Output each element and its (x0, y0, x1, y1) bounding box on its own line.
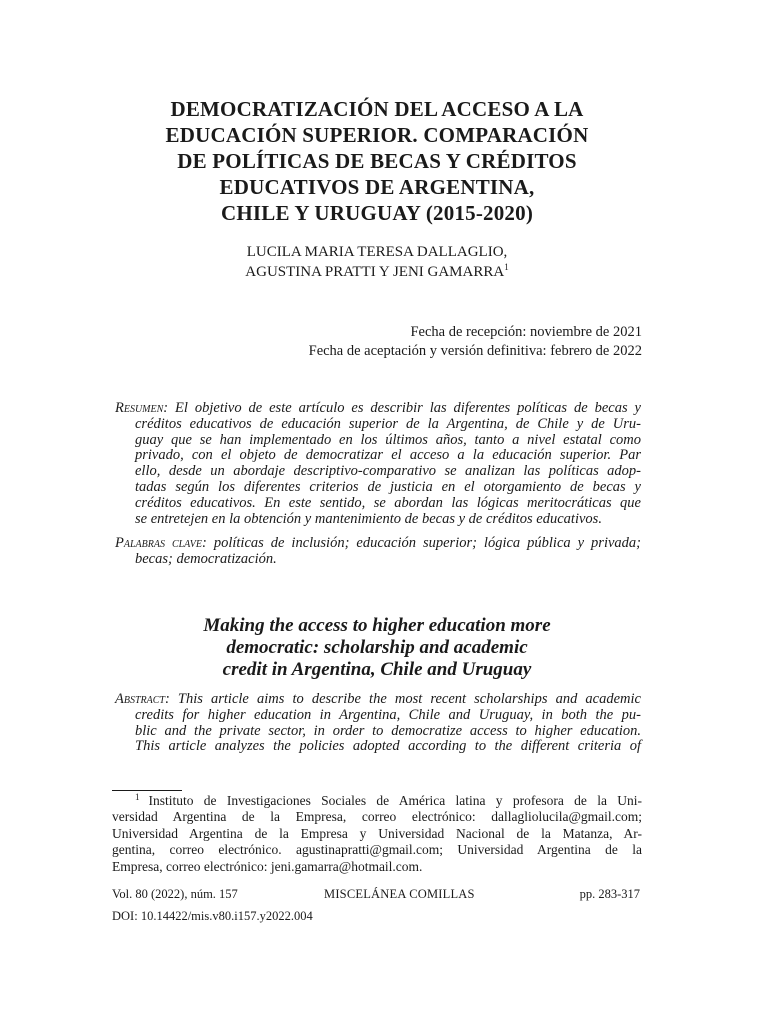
resumen-line: guay que se han implementado en los últimos años, tanto a nivel estatal como (135, 431, 641, 448)
volume-info: Vol. 80 (2022), núm. 157 (112, 887, 238, 901)
resumen-line: ello, desde un abordaje descriptivo-comparativo se analizan las políticas adop- (135, 463, 641, 480)
resumen-line: créditos educativos de educación superior de la Argentina, de Chile y de Uru- (135, 415, 641, 432)
footnote-line: Universidad Argentina de la Empresa y Universidad Nacional de la Matanza, Ar- (112, 825, 642, 841)
resumen-text: El objetivo de este artículo es describir las diferentes políticas de becas y (168, 400, 641, 416)
page-range: pp. 283-317 (579, 887, 640, 901)
footnote-line (112, 793, 642, 809)
article-title (110, 96, 644, 226)
title-line: DEMOCRATIZACIÓN DEL ACCESO A LA (170, 97, 584, 121)
keywords-label: Palabras clave: (115, 535, 207, 551)
resumen-section (115, 401, 641, 527)
footnote-line: Empresa, correo electrónico: jeni.gamarra@hotmail.com. (112, 858, 423, 874)
footnote-reference: 1 (504, 262, 509, 272)
footnote-divider (112, 790, 182, 791)
submission-dates (110, 323, 642, 361)
page-footer (112, 886, 640, 923)
journal-name: MISCELÁNEA COMILLAS (324, 887, 475, 901)
english-title (110, 615, 644, 681)
abstract-section (115, 692, 641, 755)
title-line: DE POLÍTICAS DE BECAS Y CRÉDITOS (177, 149, 577, 173)
abstract-line (115, 692, 641, 708)
keywords-section (115, 536, 641, 568)
english-title-line: democratic: scholarship and academic (226, 637, 528, 658)
resumen-line: privado, con el objeto de democratizar el acceso a la educación superior. Par (135, 447, 641, 464)
resumen-line: tadas según los diferentes criterios de justicia en el otorgamiento de becas y (135, 478, 641, 495)
abstract-line: credits for higher education in Argentina, Chile and Uruguay, in both the pu- (135, 706, 641, 723)
footnote-mark: 1 (135, 791, 140, 802)
abstract-text: This article aims to describe the most recent scholarships and academic (169, 691, 641, 707)
resumen-line (115, 401, 641, 417)
author-names: AGUSTINA PRATTI Y JENI GAMARRA (245, 264, 505, 280)
abstract-label: Abstract: (115, 691, 170, 707)
title-line: EDUCACIÓN SUPERIOR. COMPARACIÓN (165, 123, 589, 147)
author-line (110, 262, 644, 282)
title-line: CHILE Y URUGUAY (2015-2020) (220, 201, 534, 225)
title-line: EDUCATIVOS DE ARGENTINA, (219, 175, 535, 199)
footer-row (112, 886, 640, 902)
footnote-line: versidad Argentina de la Empresa, correo electrónico: dallagliolucila@gmail.com; (112, 809, 642, 825)
doi: DOI: 10.14422/mis.v80.i157.y2022.004 (112, 909, 313, 923)
accepted-date: Fecha de aceptación y versión definitiva: febrero de 2022 (308, 343, 642, 359)
resumen-line: se entretejen en la obtención y mantenimiento de becas y de créditos educativos. (135, 510, 602, 527)
footnote (112, 793, 642, 875)
received-date: Fecha de recepción: noviembre de 2021 (410, 324, 642, 340)
english-title-line: credit in Argentina, Chile and Uruguay (222, 659, 532, 680)
resumen-label: Resumen: (115, 400, 169, 416)
footnote-line: gentina, correo electrónico. agustinapratti@gmail.com; Universidad Argentina de la (112, 842, 642, 858)
english-title-line: Making the access to higher education more (203, 615, 551, 636)
keywords-line (115, 536, 641, 552)
author-line: LUCILA MARIA TERESA DALLAGLIO, (246, 244, 508, 260)
abstract-line: This article analyzes the policies adopted according to the different criteria of (135, 738, 641, 755)
keywords-text: políticas de inclusión; educación superior; lógica pública y privada; (206, 535, 641, 551)
resumen-line: créditos educativos. En este sentido, se abordan las lógicas meritocráticas que (135, 494, 641, 511)
footnote-text: Instituto de Investigaciones Sociales de América latina y profesora de la Uni- (148, 793, 642, 808)
abstract-line: blic and the private sector, in order to democratize access to higher education. (135, 722, 641, 739)
keywords-line: becas; democratización. (135, 550, 277, 567)
author-list (110, 242, 644, 282)
